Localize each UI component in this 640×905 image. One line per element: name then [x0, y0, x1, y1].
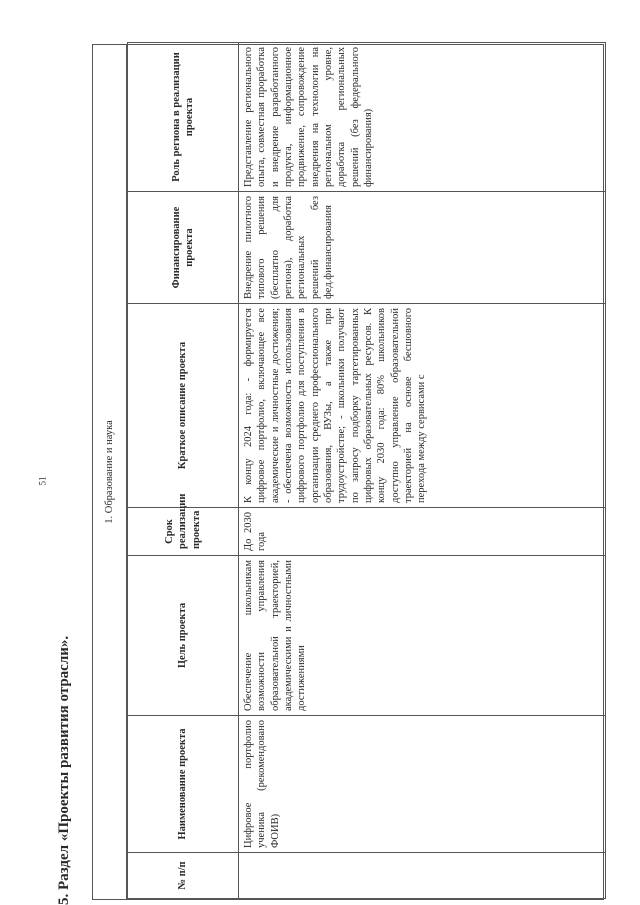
cell-description: К концу 2024 года: - формируется цифровое портфолио, включающее все академические и личностные достижения; - обеспечена возможность использования цифрового портфолио для поступления в организации среднего профессионального образования, ВУЗы, а также при трудоустройстве; - школьники получают по запросу подборку таргетированных цифровых образовательных ресурсов. К концу 2030 года: 80% школьников доступно управление образовательной траекторией на основе бесшовного перехода между сервисами с — [239, 304, 606, 508]
cell-role: Представление регионального опыта, совместная проработка и внедрение разработанного продукта, информационное продвижение, сопровождение внедрения на технологии на региональном уровне, доработка региональных решений (без федерального финансирования) — [239, 43, 606, 192]
cell-goal: Обеспечение школьникам возможности управления образовательной траекторией, академическими и личностными достижениями — [239, 556, 606, 716]
cell-name: Цифровое портфолио ученика (рекомендовано ФОИВ) — [239, 716, 606, 853]
header-name: Наименование проекта — [128, 716, 239, 853]
table-header-row — [128, 43, 239, 899]
cell-term: До 2030 года — [239, 508, 606, 556]
section-title: 5. Раздел «Проекты развития отрасли». — [56, 635, 72, 905]
header-num: № п/п — [128, 853, 239, 899]
header-goal: Цель проекта — [128, 556, 239, 716]
page-number: 51 — [37, 476, 48, 486]
category-row: 1. Образование и наука — [93, 45, 127, 899]
header-description: Краткое описание проекта — [128, 304, 239, 508]
table-row — [239, 43, 606, 899]
header-term: Срок реализации проекта — [128, 508, 239, 556]
cell-num — [239, 853, 606, 899]
projects-table — [127, 42, 606, 899]
header-role: Роль региона в реализации проекта — [128, 43, 239, 192]
header-financing: Финансирование проекта — [128, 192, 239, 304]
cell-financing: Внедрение пилотного типового решения (бесплатно для региона), доработка региональных решений без фед.финансирования — [239, 192, 606, 304]
projects-table-frame — [92, 44, 604, 900]
